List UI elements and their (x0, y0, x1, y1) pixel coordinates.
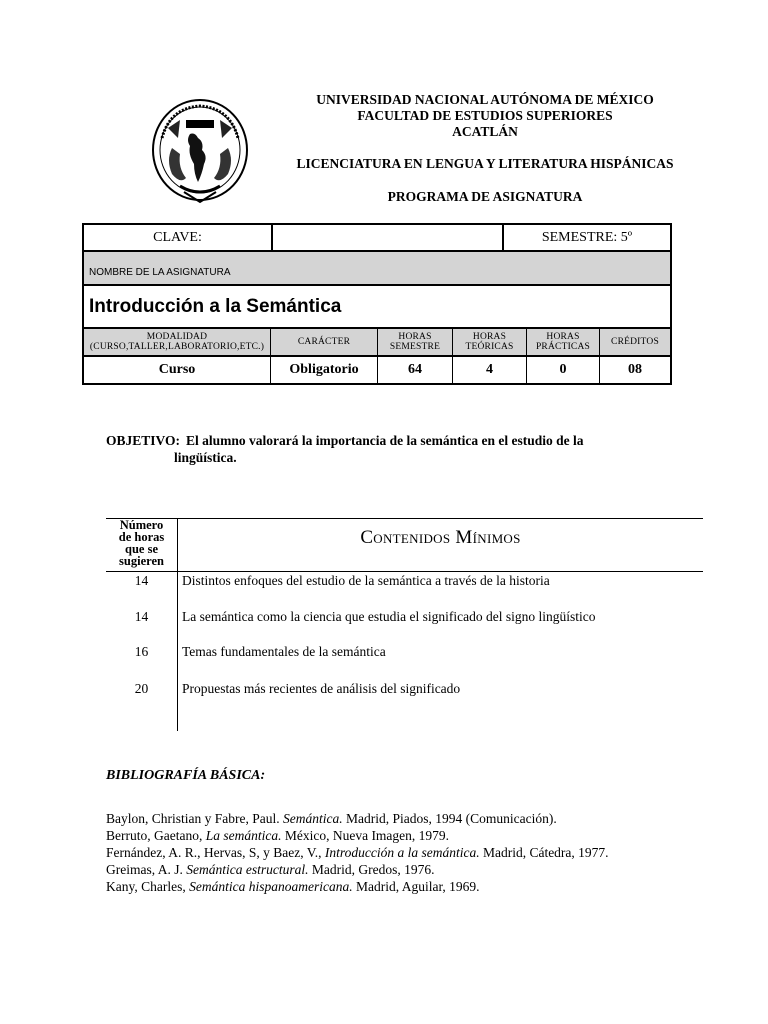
contents-top-rule (106, 518, 703, 519)
table-row (106, 609, 703, 627)
table-row (106, 573, 703, 591)
bibliography-entry: Berruto, Gaetano, La semántica. México, Nueva Imagen, 1979. (106, 828, 450, 843)
semester-label: SEMESTRE: 5º (541, 229, 633, 245)
contents-header-rule (106, 571, 703, 572)
bibliography-list (106, 810, 662, 895)
course-attributes-header (82, 329, 672, 357)
course-name-label: NOMBRE DE LA ASIGNATURA (82, 252, 672, 286)
contents-title: Contenidos Mínimos (360, 527, 521, 548)
header-horas-semestre: HORAS SEMESTRE (378, 329, 453, 355)
objective-text-line1: El alumno valorará la importancia de la semántica en el estudio de la (186, 433, 584, 448)
hours-column-header: Número de horas que se sugieren (118, 518, 165, 568)
bibliography-title: BIBLIOGRAFÍA BÁSICA: (106, 768, 266, 783)
university-seal-logo (150, 98, 250, 208)
header-caracter: CARÁCTER (271, 329, 378, 355)
objective-label: OBJETIVO: (106, 433, 180, 448)
row-topic: La semántica como la ciencia que estudia el significado del signo lingüístico (182, 609, 596, 624)
row-hours: 14 (134, 609, 149, 624)
bibliography-entry: Baylon, Christian y Fabre, Paul. Semántica. Madrid, Piados, 1994 (Comunicación). (106, 811, 557, 826)
faculty-name: FACULTAD DE ESTUDIOS SUPERIORES (357, 108, 613, 123)
table-row (106, 644, 703, 662)
row-topic: Temas fundamentales de la semántica (182, 644, 386, 659)
row-hours: 20 (134, 681, 149, 696)
bibliography-entry: Kany, Charles, Semántica hispanoamericana. Madrid, Aguilar, 1969. (106, 879, 480, 894)
campus-name: ACATLÁN (452, 124, 518, 139)
value-horas-teoricas: 4 (453, 357, 527, 383)
objective (106, 432, 662, 466)
clave-label: CLAVE: (84, 225, 273, 250)
clave-value (273, 225, 504, 250)
value-modalidad: Curso (84, 357, 271, 383)
bibliography-entry: Fernández, A. R., Hervas, S, y Baez, V., Introducción a la semántica. Madrid, Cátedra, 1977. (106, 845, 609, 860)
course-info-table (82, 223, 672, 385)
header-horas-teoricas: HORAS TEÓRICAS (453, 329, 527, 355)
row-topic: Distintos enfoques del estudio de la semántica a través de la historia (182, 573, 550, 588)
degree-name: LICENCIATURA EN LENGUA Y LITERATURA HISPÁNICAS (296, 156, 674, 171)
header-modalidad: MODALIDAD (CURSO,TALLER,LABORATORIO,ETC.) (84, 329, 271, 355)
header-creditos: CRÉDITOS (611, 337, 659, 347)
objective-text-line2: lingüística. (174, 450, 237, 465)
value-caracter: Obligatorio (271, 357, 378, 383)
value-horas-semestre: 64 (378, 357, 453, 383)
header-horas-practicas: HORAS PRÁCTICAS (527, 329, 600, 355)
row-hours: 16 (134, 644, 149, 659)
document-title: PROGRAMA DE ASIGNATURA (387, 189, 583, 204)
university-name: UNIVERSIDAD NACIONAL AUTÓNOMA DE MÉXICO (316, 92, 654, 107)
row-topic: Propuestas más recientes de análisis del significado (182, 681, 461, 696)
value-horas-practicas: 0 (527, 357, 600, 383)
bibliography-entry: Greimas, A. J. Semántica estructural. Madrid, Gredos, 1976. (106, 862, 435, 877)
table-row (106, 681, 703, 699)
row-hours: 14 (134, 573, 149, 588)
course-name: Introducción a la Semántica (82, 286, 672, 329)
value-creditos: 08 (628, 362, 642, 377)
course-attributes-values (82, 357, 672, 385)
